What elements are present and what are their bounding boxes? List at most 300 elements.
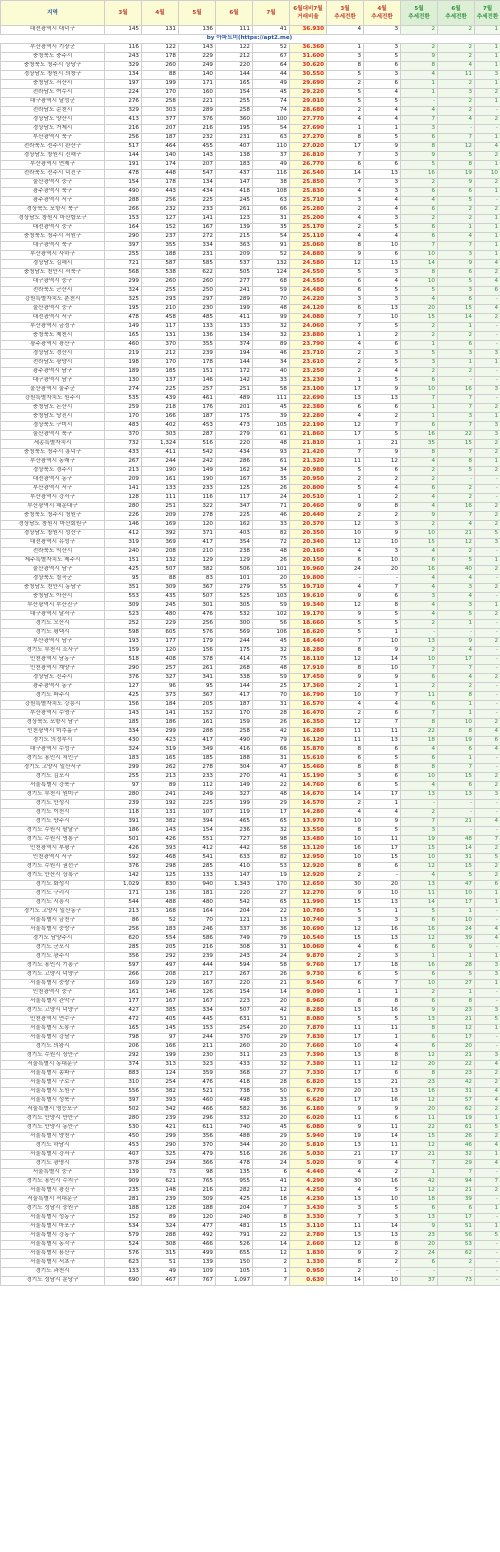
cell-trend-mar: 2 — [327, 683, 364, 692]
cell-region: 경기도 의정부시 — [1, 737, 105, 746]
cell-may: 178 — [179, 359, 216, 368]
cell-ratio: 18.660 — [290, 620, 327, 629]
cell-may: 176 — [179, 404, 216, 413]
cell-trend-apr: 16 — [364, 1097, 401, 1106]
cell-jun: 187 — [216, 701, 253, 710]
cell-trend-jun: 21 — [438, 530, 475, 539]
cell-jun: 740 — [216, 1124, 253, 1133]
cell-trend-jul: - — [475, 1259, 500, 1268]
table-row — [1, 935, 500, 944]
cell-mar: 127 — [105, 683, 142, 692]
cell-trend-apr: 10 — [364, 638, 401, 647]
cell-may: 250 — [179, 287, 216, 296]
cell-jun: 204 — [216, 1205, 253, 1214]
cell-trend-apr: 14 — [364, 1223, 401, 1232]
cell-region: 경기도 광명시 — [1, 1160, 105, 1169]
table-row — [1, 1079, 500, 1088]
cell-jun: 245 — [216, 197, 253, 206]
cell-jul: 102 — [253, 611, 290, 620]
cell-ratio: 3.330 — [290, 1214, 327, 1223]
cell-region: 대구광역시 달서구 — [1, 611, 105, 620]
cell-region: 경기도 안양시 만안구 — [1, 1115, 105, 1124]
cell-apr: 146 — [142, 989, 179, 998]
cell-trend-apr: 13 — [364, 935, 401, 944]
table-row — [1, 521, 500, 530]
cell-may: 349 — [179, 746, 216, 755]
cell-may: 417 — [179, 539, 216, 548]
cell-trend-apr: 5 — [364, 98, 401, 107]
cell-jun: 159 — [216, 719, 253, 728]
table-row — [1, 278, 500, 287]
cell-ratio: 14.670 — [290, 791, 327, 800]
cell-region: 서울특별시 서대문구 — [1, 1196, 105, 1205]
cell-may: 249 — [179, 62, 216, 71]
cell-jul: 31 — [253, 755, 290, 764]
table-row — [1, 989, 500, 998]
cell-region: 서울특별시 노원구 — [1, 1088, 105, 1097]
cell-trend-mar: 3 — [327, 197, 364, 206]
table-row — [1, 593, 500, 602]
table-row — [1, 1232, 500, 1241]
cell-jun: 154 — [216, 989, 253, 998]
cell-trend-may: 11 — [401, 1115, 438, 1124]
table-row — [1, 1115, 500, 1124]
cell-apr: 209 — [142, 512, 179, 521]
table-row — [1, 359, 500, 368]
cell-mar: 334 — [105, 728, 142, 737]
cell-trend-may: 2 — [401, 368, 438, 377]
table-row — [1, 647, 500, 656]
table-row — [1, 548, 500, 557]
cell-trend-apr: 17 — [364, 845, 401, 854]
cell-mar: 206 — [105, 1043, 142, 1052]
cell-ratio: 4.440 — [290, 1169, 327, 1178]
cell-trend-apr: 4 — [364, 197, 401, 206]
cell-region: 경기도 화성시 — [1, 881, 105, 890]
cell-jul: 63 — [253, 197, 290, 206]
cell-jun: 144 — [216, 71, 253, 80]
table-row — [1, 197, 500, 206]
cell-jul: 170 — [253, 881, 290, 890]
table-row — [1, 962, 500, 971]
cell-apr: 170 — [142, 89, 179, 98]
table-row — [1, 836, 500, 845]
cell-trend-mar: 9 — [327, 503, 364, 512]
cell-trend-jun: 1 — [438, 953, 475, 962]
cell-mar: 153 — [105, 215, 142, 224]
cell-mar: 1,029 — [105, 881, 142, 890]
cell-trend-jul: - — [475, 620, 500, 629]
cell-may: 205 — [179, 701, 216, 710]
cell-apr: 373 — [142, 692, 179, 701]
cell-trend-jun: 27 — [438, 980, 475, 989]
table-row — [1, 917, 500, 926]
cell-trend-may: 13 — [401, 791, 438, 800]
cell-apr: 497 — [142, 962, 179, 971]
cell-jul: 101 — [253, 566, 290, 575]
cell-trend-mar: 19 — [327, 1133, 364, 1142]
cell-region: 부산광역시 기장군 — [1, 44, 105, 53]
table-row — [1, 143, 500, 152]
cell-jun: 594 — [216, 962, 253, 971]
cell-ratio: 6.620 — [290, 1097, 327, 1106]
cell-ratio: 7.330 — [290, 1070, 327, 1079]
cell-trend-jul: - — [475, 1043, 500, 1052]
cell-region: 경상남도 창원시 성산구 — [1, 530, 105, 539]
cell-jul: 59 — [253, 287, 290, 296]
cell-trend-mar: 3 — [327, 1205, 364, 1214]
cell-ratio: 24.880 — [290, 251, 327, 260]
cell-jul: 54 — [253, 125, 290, 134]
table-row — [1, 440, 500, 449]
cell-trend-may: 6 — [401, 233, 438, 242]
cell-region: 부산광역시 남구 — [1, 638, 105, 647]
cell-trend-jun: 4 — [438, 521, 475, 530]
cell-trend-jun: 13 — [438, 791, 475, 800]
cell-trend-apr: 1 — [364, 125, 401, 134]
cell-trend-jun: 14 — [438, 314, 475, 323]
cell-ratio: 10.690 — [290, 926, 327, 935]
cell-apr: 299 — [142, 728, 179, 737]
cell-apr: 448 — [142, 170, 179, 179]
cell-may: 239 — [179, 953, 216, 962]
cell-mar: 197 — [105, 80, 142, 89]
table-row — [1, 584, 500, 593]
cell-trend-may: 14 — [401, 260, 438, 269]
cell-jun: 147 — [216, 179, 253, 188]
cell-ratio: 7.380 — [290, 1061, 327, 1070]
table-row — [1, 368, 500, 377]
cell-mar: 310 — [105, 1079, 142, 1088]
cell-mar: 351 — [105, 584, 142, 593]
cell-trend-may: 15 — [401, 539, 438, 548]
cell-trend-apr: 5 — [364, 971, 401, 980]
cell-jun: 150 — [216, 1259, 253, 1268]
cell-jul: 65 — [253, 818, 290, 827]
cell-trend-apr: 17 — [364, 1151, 401, 1160]
table-row — [1, 1016, 500, 1025]
cell-trend-jul: 3 — [475, 791, 500, 800]
cell-trend-jun: 5 — [438, 278, 475, 287]
cell-trend-may: 7 — [401, 395, 438, 404]
cell-may: 167 — [179, 224, 216, 233]
cell-region: 세종특별자치시 — [1, 440, 105, 449]
cell-trend-mar: 8 — [327, 647, 364, 656]
cell-jul: 32 — [253, 323, 290, 332]
cell-jul: 105 — [253, 422, 290, 431]
cell-ratio: 22.190 — [290, 422, 327, 431]
cell-mar: 259 — [105, 404, 142, 413]
cell-trend-apr: 5 — [364, 323, 401, 332]
cell-apr: 145 — [142, 1025, 179, 1034]
cell-trend-may: 4 — [401, 197, 438, 206]
cell-region: 서울특별시 서초구 — [1, 1259, 105, 1268]
cell-mar: 478 — [105, 170, 142, 179]
cell-jul: 45 — [253, 1124, 290, 1133]
cell-apr: 131 — [142, 332, 179, 341]
cell-trend-mar: 7 — [327, 314, 364, 323]
cell-trend-apr: 10 — [364, 242, 401, 251]
cell-ratio: 3.430 — [290, 1205, 327, 1214]
cell-jun: 347 — [216, 503, 253, 512]
cell-trend-mar: - — [327, 575, 364, 584]
cell-jun: 542 — [216, 899, 253, 908]
cell-jul: 68 — [253, 278, 290, 287]
cell-trend-jun: 7 — [438, 449, 475, 458]
table-row — [1, 233, 500, 242]
cell-jul: 12 — [253, 1250, 290, 1259]
cell-apr: 464 — [142, 143, 179, 152]
cell-ratio: 29.220 — [290, 89, 327, 98]
cell-ratio: 18.440 — [290, 638, 327, 647]
cell-mar: 597 — [105, 962, 142, 971]
cell-jul: 58 — [253, 386, 290, 395]
table-row — [1, 710, 500, 719]
cell-trend-may: - — [401, 629, 438, 638]
cell-apr: 408 — [142, 656, 179, 665]
table-row — [1, 800, 500, 809]
cell-ratio: 13.970 — [290, 818, 327, 827]
cell-trend-jul: 2 — [475, 566, 500, 575]
cell-trend-jul: 1 — [475, 359, 500, 368]
cell-trend-jul: - — [475, 800, 500, 809]
cell-trend-mar: 11 — [327, 737, 364, 746]
table-row — [1, 188, 500, 197]
cell-mar: 319 — [105, 539, 142, 548]
cell-jun: 199 — [216, 800, 253, 809]
cell-trend-mar: 4 — [327, 1187, 364, 1196]
cell-region: 경기도 고양시 덕양구 — [1, 971, 105, 980]
cell-trend-may: 6 — [401, 755, 438, 764]
cell-trend-jun: 7 — [438, 764, 475, 773]
cell-jun: 117 — [216, 494, 253, 503]
cell-trend-may: 4 — [401, 458, 438, 467]
cell-jun: 144 — [216, 359, 253, 368]
cell-ratio: 4.290 — [290, 1178, 327, 1187]
cell-trend-apr: 10 — [364, 665, 401, 674]
cell-trend-jun: - — [438, 125, 475, 134]
cell-may: 444 — [179, 962, 216, 971]
cell-mar: 324 — [105, 287, 142, 296]
cell-jun: 144 — [216, 683, 253, 692]
cell-mar: 276 — [105, 98, 142, 107]
cell-jun: 220 — [216, 980, 253, 989]
cell-trend-may: 23 — [401, 1079, 438, 1088]
table-row — [1, 449, 500, 458]
cell-jun: 490 — [216, 737, 253, 746]
cell-jun: 119 — [216, 809, 253, 818]
cell-trend-jul: 2 — [475, 179, 500, 188]
cell-trend-jul: 2 — [475, 89, 500, 98]
cell-jul: 32 — [253, 332, 290, 341]
cell-trend-jul: - — [475, 917, 500, 926]
cell-trend-jun: 1 — [438, 755, 475, 764]
cell-trend-jun: 6 — [438, 188, 475, 197]
cell-mar: 356 — [105, 953, 142, 962]
cell-ratio: 20.350 — [290, 530, 327, 539]
cell-region: 서울특별시 구로구 — [1, 1079, 105, 1088]
cell-trend-mar: 2 — [327, 80, 364, 89]
cell-region: 경기도 수원시 팔달구 — [1, 827, 105, 836]
cell-ratio: 19.710 — [290, 584, 327, 593]
cell-jun: 286 — [216, 458, 253, 467]
cell-trend-apr: 4 — [364, 116, 401, 125]
cell-trend-mar: 14 — [327, 791, 364, 800]
cell-mar: 151 — [105, 557, 142, 566]
cell-region: 경상남도 진주시 — [1, 674, 105, 683]
cell-trend-mar: 6 — [327, 287, 364, 296]
cell-mar: 280 — [105, 503, 142, 512]
table-row — [1, 1007, 500, 1016]
cell-trend-apr: 6 — [364, 863, 401, 872]
cell-region: 서울특별시 강북구 — [1, 782, 105, 791]
cell-region: 강원특별자치도 원주시 — [1, 395, 105, 404]
cell-trend-apr: 9 — [364, 386, 401, 395]
cell-trend-apr: 6 — [364, 404, 401, 413]
cell-trend-may: 15 — [401, 314, 438, 323]
cell-may: 417 — [179, 737, 216, 746]
cell-apr: 325 — [142, 1151, 179, 1160]
cell-trend-jul: - — [475, 197, 500, 206]
cell-may: 129 — [179, 557, 216, 566]
cell-region: 전라남도 여수시 — [1, 89, 105, 98]
table-row — [1, 503, 500, 512]
cell-jul: 52 — [253, 251, 290, 260]
cell-trend-mar: 5 — [327, 98, 364, 107]
cell-trend-may: 6 — [401, 944, 438, 953]
cell-apr: 132 — [142, 557, 179, 566]
cell-jul: 58 — [253, 845, 290, 854]
cell-trend-jul: - — [475, 1034, 500, 1043]
cell-trend-may: 4 — [401, 71, 438, 80]
cell-ratio: 18.280 — [290, 647, 327, 656]
cell-may: 221 — [179, 98, 216, 107]
cell-trend-apr: 6 — [364, 773, 401, 782]
cell-ratio: 24.120 — [290, 305, 327, 314]
cell-region: 광주광역시 남구 — [1, 368, 105, 377]
cell-trend-jun: 4 — [438, 575, 475, 584]
cell-apr: 244 — [142, 458, 179, 467]
cell-may: 394 — [179, 818, 216, 827]
cell-region: 대전광역시 중구 — [1, 224, 105, 233]
cell-ratio: 20.950 — [290, 476, 327, 485]
cell-ratio: 5.810 — [290, 1142, 327, 1151]
cell-may: 143 — [179, 44, 216, 53]
cell-trend-may: 23 — [401, 1232, 438, 1241]
cell-ratio: 7.660 — [290, 1043, 327, 1052]
cell-region: 경상남도 창원시 의창구 — [1, 71, 105, 80]
cell-trend-jul: - — [475, 809, 500, 818]
table-row — [1, 872, 500, 881]
cell-trend-mar: 14 — [327, 170, 364, 179]
cell-trend-mar: 5 — [327, 620, 364, 629]
cell-mar: 288 — [105, 197, 142, 206]
cell-ratio: 7.870 — [290, 1025, 327, 1034]
cell-region: 경상남도 창원시 마산회원구 — [1, 521, 105, 530]
cell-trend-may: 22 — [401, 728, 438, 737]
cell-apr: 127 — [142, 215, 179, 224]
cell-jul: 51 — [253, 1016, 290, 1025]
table-row — [1, 116, 500, 125]
cell-trend-mar: 8 — [327, 764, 364, 773]
cell-may: 95 — [179, 683, 216, 692]
cell-region: 서울특별시 성북구 — [1, 1097, 105, 1106]
cell-jul: 124 — [253, 269, 290, 278]
cell-jun: 506 — [216, 566, 253, 575]
cell-jun: 195 — [216, 125, 253, 134]
cell-trend-jun: 4 — [438, 62, 475, 71]
cell-trend-apr: 5 — [364, 377, 401, 386]
cell-mar: 243 — [105, 53, 142, 62]
cell-jul: 48 — [253, 665, 290, 674]
cell-mar: 280 — [105, 1115, 142, 1124]
cell-may: 134 — [179, 179, 216, 188]
cell-jun: 204 — [216, 908, 253, 917]
cell-jun: 749 — [216, 935, 253, 944]
cell-may: 479 — [179, 1151, 216, 1160]
cell-trend-jul: 10 — [475, 170, 500, 179]
table-row — [1, 1196, 500, 1205]
cell-trend-may: - — [401, 98, 438, 107]
cell-mar: 579 — [105, 1232, 142, 1241]
cell-trend-mar: 9 — [327, 890, 364, 899]
cell-trend-apr: 3 — [364, 188, 401, 197]
cell-trend-mar: 4 — [327, 116, 364, 125]
cell-trend-jul: 2 — [475, 467, 500, 476]
cell-jul: 38 — [253, 179, 290, 188]
cell-jun: 332 — [216, 1115, 253, 1124]
cell-trend-mar: 17 — [327, 1097, 364, 1106]
cell-trend-jul: 2 — [475, 449, 500, 458]
cell-trend-may: 4 — [401, 872, 438, 881]
cell-mar: 169 — [105, 980, 142, 989]
cell-may: 187 — [179, 413, 216, 422]
cell-jun: 165 — [216, 80, 253, 89]
cell-trend-apr: 11 — [364, 1142, 401, 1151]
cell-trend-apr: 4 — [364, 278, 401, 287]
cell-trend-jun: 24 — [438, 926, 475, 935]
cell-may: 244 — [179, 1034, 216, 1043]
cell-mar: 407 — [105, 1151, 142, 1160]
cell-jun: 305 — [216, 602, 253, 611]
cell-trend-apr: - — [364, 872, 401, 881]
cell-jun: 1,097 — [216, 1277, 253, 1286]
cell-trend-jun: 31 — [438, 1088, 475, 1097]
cell-trend-mar: 11 — [327, 458, 364, 467]
cell-jul: 26 — [253, 971, 290, 980]
table-row — [1, 80, 500, 89]
cell-apr: 210 — [142, 305, 179, 314]
cell-trend-jun: 4 — [438, 116, 475, 125]
cell-apr: 468 — [142, 854, 179, 863]
cell-region: 전라북도 익산시 — [1, 548, 105, 557]
cell-trend-jun: 8 — [438, 998, 475, 1007]
cell-trend-mar: 12 — [327, 422, 364, 431]
cell-apr: 199 — [142, 80, 179, 89]
cell-may: 188 — [179, 1205, 216, 1214]
cell-trend-mar: 1 — [327, 332, 364, 341]
cell-mar: 224 — [105, 89, 142, 98]
cell-apr: 89 — [142, 782, 179, 791]
cell-apr: 177 — [142, 638, 179, 647]
cell-trend-mar: 6 — [327, 404, 364, 413]
cell-jul: 48 — [253, 305, 290, 314]
cell-mar: 534 — [105, 1223, 142, 1232]
cell-trend-jul: - — [475, 296, 500, 305]
cell-trend-jun: 5 — [438, 872, 475, 881]
cell-trend-may: 10 — [401, 773, 438, 782]
cell-trend-may: 8 — [401, 62, 438, 71]
